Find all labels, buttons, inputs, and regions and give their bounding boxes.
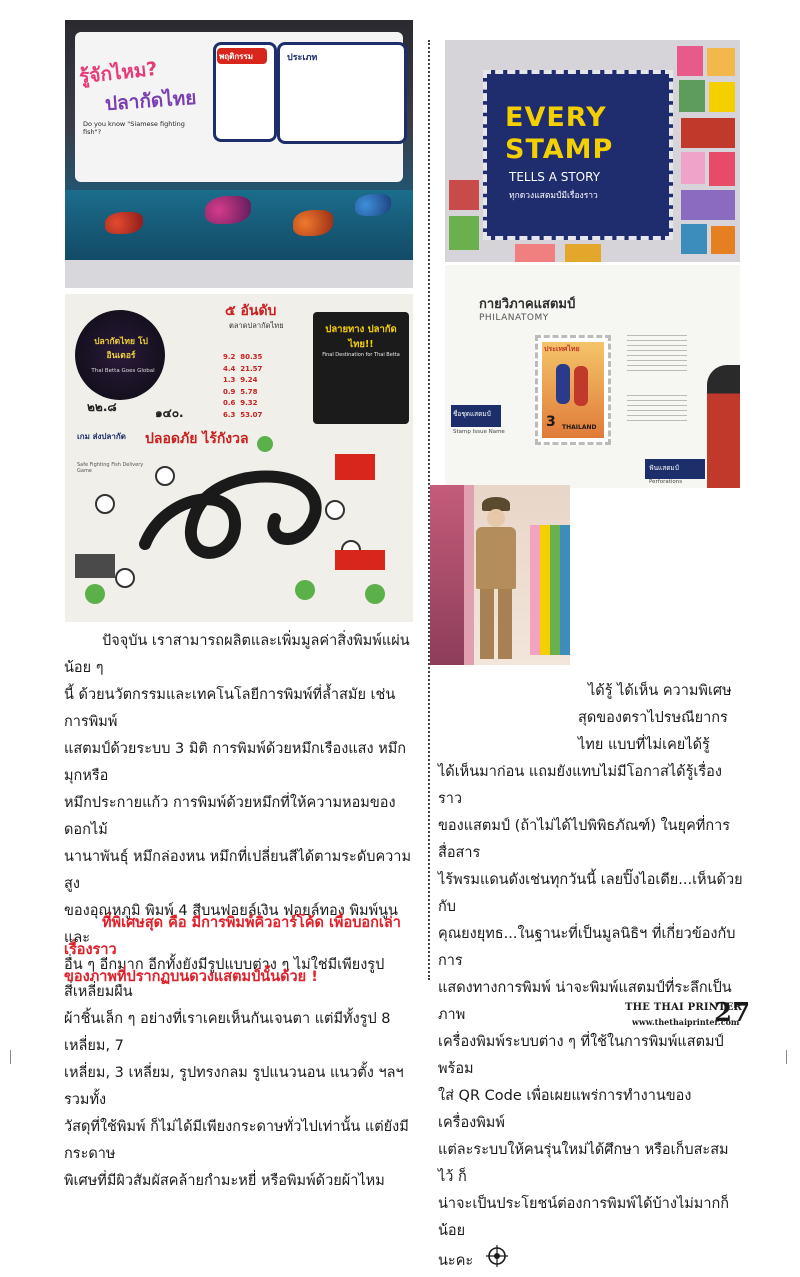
label-stamp-name-th: ชื่อชุดแสตมป์ — [453, 410, 491, 418]
photo-thai-betta — [65, 294, 413, 622]
right-line: สุดของตราไปรษณียากร — [578, 710, 728, 726]
betta-left-subtitle: Thai Betta Goes Global — [91, 368, 155, 374]
column-divider — [428, 40, 430, 980]
fish-heading-line2: ปลากัดไทย — [104, 86, 198, 116]
betta-top-subtitle: ตลาดปลากัดไทย — [229, 321, 284, 330]
photo-fish-exhibit — [65, 20, 413, 288]
fish-icon — [105, 212, 143, 234]
photo-philanatomy — [445, 265, 740, 488]
philanatomy-title-en: PHILANATOMY — [479, 313, 549, 323]
fish-subtitle: Do you know "Siamese fighting fish"? — [83, 120, 185, 136]
every-stamp-line3: TELLS A STORY — [509, 170, 601, 184]
right-line: ได้รู้ ได้เห็น ความพิเศษ — [588, 683, 732, 699]
right-line: น่าจะเป็นประโยชน์ต่องการพิมพ์ได้บ้างไม่มากก็น้อย — [438, 1196, 730, 1239]
table-row: 4.4 21.57 — [223, 364, 263, 373]
left-line: ของอุณหภูมิ พิมพ์ 4 สีบนฟอยล์เงิน ฟอยล์ทอง พิมพ์นูน และ — [64, 903, 398, 946]
stamp-country: ประเทศไทย — [544, 345, 580, 353]
label-perforations-th: ฟันแสตมป์ — [649, 464, 679, 472]
every-stamp-line2: STAMP — [505, 134, 614, 165]
left-highlight — [64, 910, 419, 991]
footer-brand: THE THAI PRINTER — [625, 1002, 743, 1013]
big-number-2: ๑๔๐. — [155, 406, 184, 420]
left-line: หมึกประกายแก้ว การพิมพ์ด้วยหมึกที่ให้ความหอมของดอกไม้ — [64, 795, 396, 838]
left-line: วัสดุที่ใช้พิมพ์ ก็ไม่ได้มีเพียงกระดาษทั่วไปเท่านั้น แต่ยังมีกระดาษ — [64, 1119, 409, 1162]
betta-left-title: ปลากัดไทย โปอินเตอร์ — [94, 337, 148, 361]
left-line: นานาพันธุ์ หมึกล่องหน หมึกที่เปลี่ยนสีได้ตามระดับความสูง — [64, 849, 412, 892]
left-line: เหลี่ยม, 3 เหลี่ยม, รูปทรงกลม รูปแนวนอน แนวตั้ง ฯลฯ รวมทั้ง — [64, 1065, 404, 1108]
left-line: ผ้าชิ้นเล็ก ๆ อย่างที่เราเคยเห็นกันเจนตา แต่มีทั้งรูป 8 เหลี่ยม, 7 — [64, 1011, 391, 1054]
right-line: ไร้พรมแดนดังเช่นทุกวันนี้ เลยปิ๊งไอเดีย...เห็นด้วยกับ — [438, 872, 743, 915]
photo-every-stamp — [445, 40, 740, 262]
crop-mark — [10, 1050, 11, 1064]
right-line: แต่ละระบบให้คนรุ่นใหม่ได้ศึกษา หรือเก็บสะสมไว้ ก็ — [438, 1142, 729, 1185]
game-title: ปลอดภัย ไร้กังวล — [145, 431, 249, 447]
table-row: 9.2 80.35 — [223, 353, 263, 361]
game-prefix: เกม ส่งปลากัด — [77, 432, 126, 441]
boxing-stamp — [535, 335, 611, 445]
right-line — [438, 1245, 743, 1277]
betta-right-subtitle: Final Destination for Thai Betta — [322, 352, 400, 358]
left-line: อื่น ๆ อีกมาก อีกทั้งยังมีรูปแบบต่าง ๆ ไม่ใช่มีเพียงรูปสี่เหลี่ยมผืน — [64, 957, 385, 1000]
panel-label-type: ประเภท — [287, 53, 318, 63]
betta-right-title: ปลายทาง ปลากัดไทย!! — [325, 324, 397, 350]
left-line: นี้ ด้วยนวัตกรรมและเทคโนโลยีการพิมพ์ที่ล้ำสมัย เช่น การพิมพ์ — [64, 687, 396, 730]
fish-icon — [293, 210, 333, 236]
right-line: ได้เห็นมาก่อน แถมยังแทบไม่มีโอกาสได้รู้เรื่องราว — [438, 764, 722, 807]
fish-heading-line1: รู้จักไหม? — [78, 57, 159, 89]
photo-uniform — [430, 485, 570, 665]
stamp-country-en: THAILAND — [562, 424, 597, 431]
table-row: 0.9 5.78 — [223, 387, 258, 396]
footer-url: www.thethaiprinter.com — [632, 1017, 740, 1027]
game-subtitle: Safe Fighting Fish Delivery Game — [77, 462, 144, 474]
fish-icon — [355, 194, 391, 216]
label-stamp-name-en: Stamp Issue Name — [453, 429, 505, 435]
left-line: พิเศษที่มีผิวสัมผัสคล้ายกำมะหยี่ หรือพิมพ์ด้วยผ้าไหม — [64, 1173, 385, 1189]
big-number-1: ๒๒.๘ — [87, 400, 117, 414]
stamp-value: 3 — [546, 414, 556, 430]
left-line: แสตมป์ด้วยระบบ 3 มิติ การพิมพ์ด้วยหมึกเรืองแสง หมึกมุกหรือ — [64, 741, 407, 784]
table-row: 6.3 53.07 — [223, 410, 263, 419]
table-row: 0.6 9.32 — [223, 399, 258, 407]
right-line: เครื่องพิมพ์ระบบต่าง ๆ ที่ใช้ในการพิมพ์แสตมป์พร้อม — [438, 1034, 724, 1077]
right-line: ใส่ QR Code เพื่อเผยแพร่การทำงานของเครื่องพิมพ์ — [438, 1088, 692, 1131]
every-stamp-line1: EVERY — [505, 102, 607, 133]
every-stamp-line4: ทุกดวงแสตมป์มีเรื่องราว — [509, 191, 598, 201]
game-road — [65, 294, 413, 622]
right-line-end: นะคะ — [438, 1253, 474, 1269]
fish-icon — [205, 196, 251, 224]
end-mark-icon — [486, 1245, 508, 1277]
right-article — [438, 678, 743, 1277]
page-number: 27 — [714, 998, 751, 1028]
highlight-line: ของภาพที่ปรากฏบนดวงแสตมป์นั้นด้วย ! — [64, 969, 318, 985]
right-line: ไทย แบบที่ไม่เคยได้รู้ — [578, 737, 710, 753]
philanatomy-title-th: กายวิภาคแสตมป์ — [479, 297, 576, 312]
right-line: แสดงทางการพิมพ์ น่าจะพิมพ์แสตมป์ที่ระลึกเป็นภาพ — [438, 980, 732, 1023]
crop-mark — [786, 1050, 787, 1064]
betta-top-title: ๕ อันดับ — [225, 303, 277, 319]
highlight-line: ที่พิเศษสุด คือ มีการพิมพ์คิวอาร์โค้ด เพื่อบอกเล่าเรื่องราว — [64, 915, 401, 958]
panel-label-behavior: พฤติกรรม — [219, 52, 254, 61]
left-line: ปัจจุบัน เราสามารถผลิตและเพิ่มมูลค่าสิ่งพิมพ์แผ่นน้อย ๆ — [64, 633, 410, 676]
right-line: ของแสตมป์ (ถ้าไม่ได้ไปพิพิธภัณฑ์) ในยุคที่การสื่อสาร — [438, 818, 731, 861]
label-perforations-en: Perforations — [649, 479, 683, 485]
table-row: 1.3 9.24 — [223, 376, 258, 384]
right-line: คุณยงยุทธ...ในฐานะที่เป็นมูลนิธิฯ ที่เกี่ยวข้องกับการ — [438, 926, 736, 969]
